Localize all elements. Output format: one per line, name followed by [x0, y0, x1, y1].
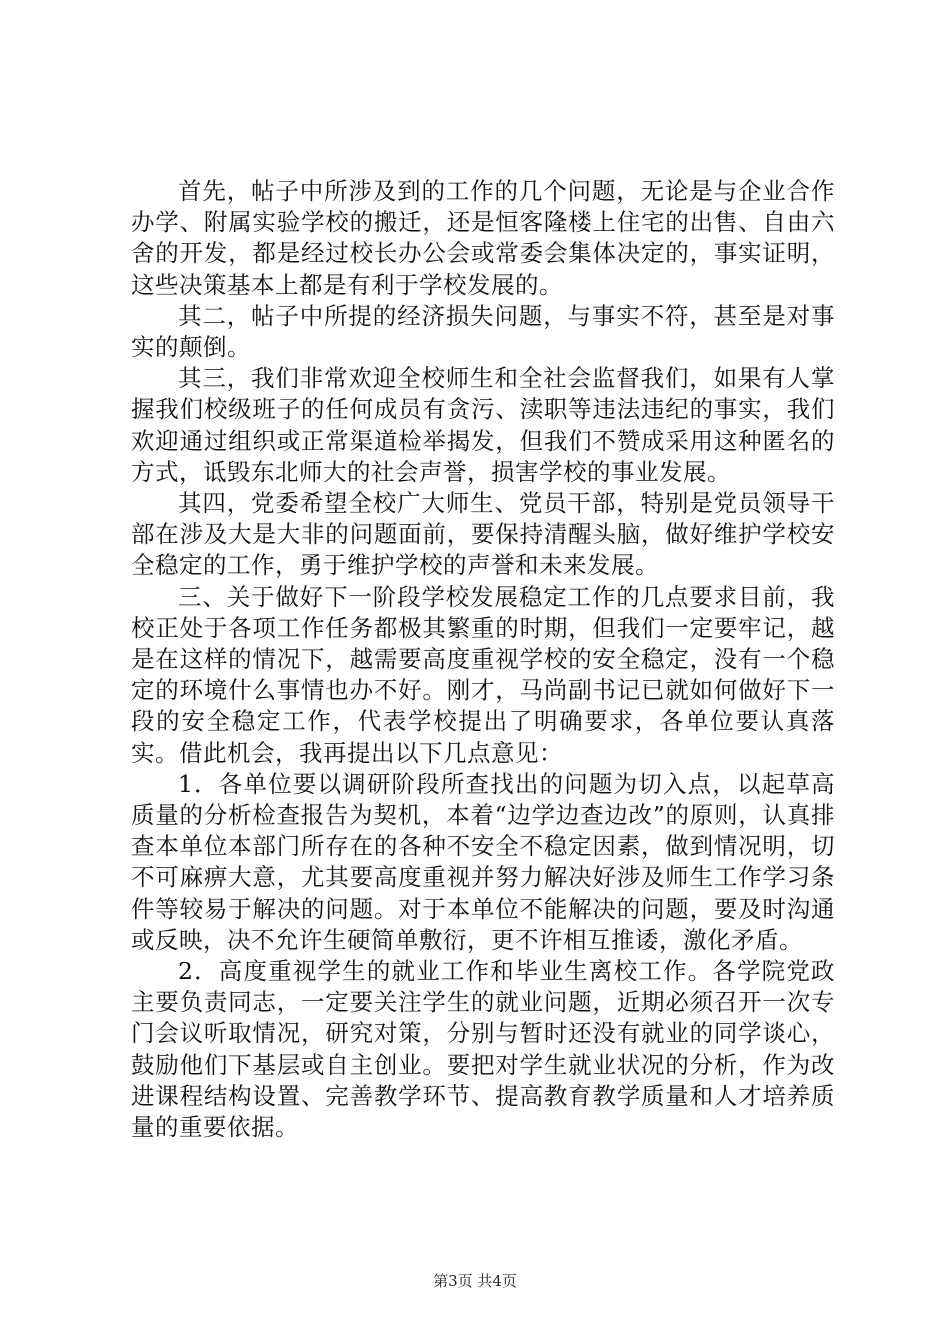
paragraph-third: 其三，我们非常欢迎全校师生和全社会监督我们，如果有人掌握我们校级班子的任何成员有贪污、渎职等违法违纪的事实，我们欢迎通过组织或正常渠道检举揭发，但我们不赞成采用这种匿名的方式，诋毁东北师大的社会声誉，损害学校的事业发展。 — [131, 364, 835, 486]
paragraph-fourth: 其四，党委希望全校广大师生、党员干部，特别是党员领导干部在涉及大是大非的问题面前，要保持清醒头脑，做好维护学校安全稳定的工作，勇于维护学校的声誉和未来发展。 — [131, 489, 835, 580]
paragraph-section-three: 三、关于做好下一阶段学校发展稳定工作的几点要求目前，我校正处于各项工作任务都极其繁重的时期，但我们一定要牢记，越是在这样的情况下，越需要高度重视学校的安全稳定，没有一个稳定的环境什么事情也办不好。刚才，马尚副书记已就如何做好下一段的安全稳定工作，代表学校提出了明确要求，各单位要认真落实。借此机会，我再提出以下几点意见： — [131, 582, 835, 767]
document-body — [131, 176, 835, 1143]
paragraph-point-two: 2．高度重视学生的就业工作和毕业生离校工作。各学院党政主要负责同志，一定要关注学生的就业问题，近期必须召开一次专门会议听取情况，研究对策，分别与暂时还没有就业的同学谈心，鼓励他们下基层或自主创业。要把对学生就业状况的分析，作为改进课程结构设置、完善教学环节、提高教育教学质量和人才培养质量的重要依据。 — [131, 957, 835, 1142]
paragraph-point-one: 1．各单位要以调研阶段所查找出的问题为切入点，以起草高质量的分析检查报告为契机，本着“边学边查边改”的原则，认真排查本单位本部门所存在的各种不安全不稳定因素，做到情况明，切不可麻痹大意，尤其要高度重视并努力解决好涉及师生工作学习条件等较易于解决的问题。对于本单位不能解决的问题，要及时沟通或反映，决不允许生硬简单敷衍，更不许相互推诿，激化矛盾。 — [131, 769, 835, 954]
paragraph-first: 首先，帖子中所涉及到的工作的几个问题，无论是与企业合作办学、附属实验学校的搬迁，还是恒客隆楼上住宅的出售、自由六舍的开发，都是经过校长办公会或常委会集体决定的，事实证明，这些决策基本上都是有利于学校发展的。 — [131, 177, 835, 299]
page-footer: 第3页 共4页 — [433, 1272, 517, 1290]
paragraph-second: 其二，帖子中所提的经济损失问题，与事实不符，甚至是对事实的颠倒。 — [131, 301, 835, 362]
